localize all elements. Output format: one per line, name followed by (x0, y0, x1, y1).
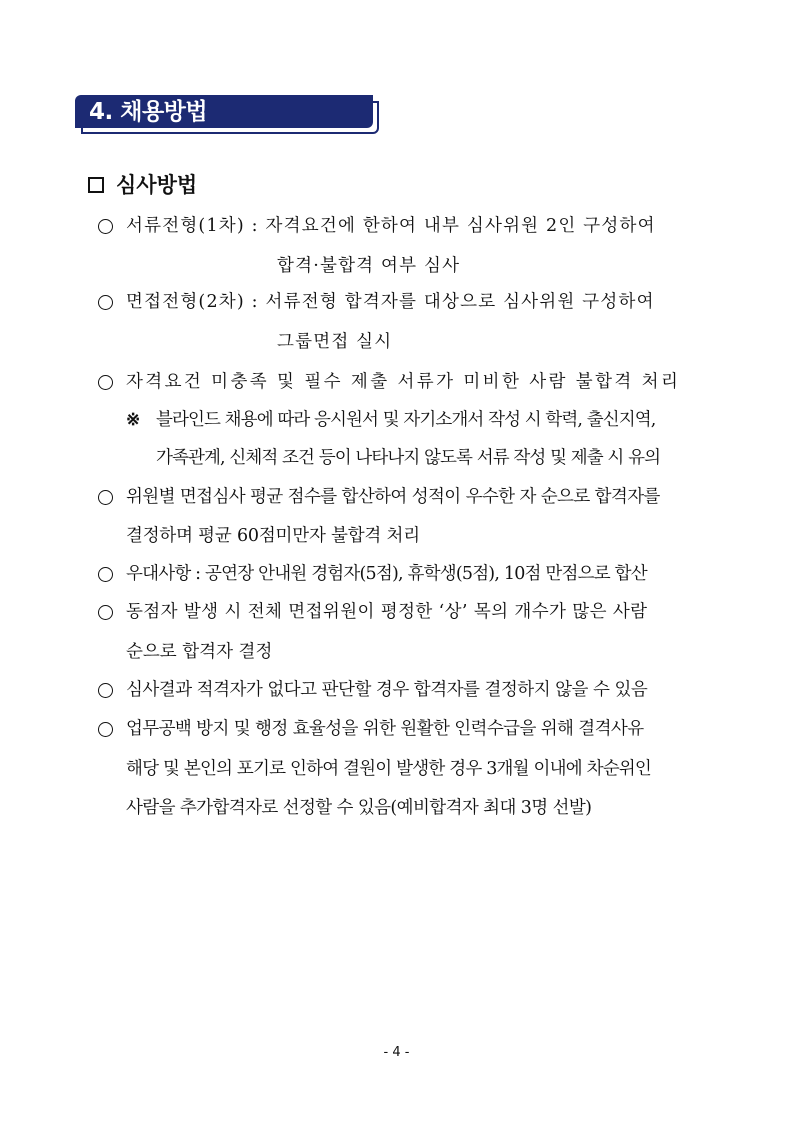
list-item-text: 서류전형(1차) : 자격요건에 한하여 내부 심사위원 2인 구성하여 (126, 216, 656, 236)
circle-bullet-icon (98, 219, 113, 234)
list-item-text: 합격·불합격 여부 심사 (277, 256, 461, 276)
list-item-text: 위원별 면접심사 평균 점수를 합산하여 성적이 우수한 자 순으로 합격자를 (126, 487, 660, 507)
list-item-text: 해당 및 본인의 포기로 인하여 결원이 발생한 경우 3개월 이내에 차순위인 (126, 759, 652, 779)
checkbox-icon (88, 177, 104, 193)
circle-bullet-icon (98, 490, 113, 505)
page-number: - 4 - (383, 1045, 410, 1060)
list-item-text: 그룹면접 실시 (277, 332, 393, 352)
list-item-text: 우대사항 : 공연장 안내원 경험자(5점), 휴학생(5점), 10점 만점으로 합산 (126, 564, 647, 584)
list-item-text: 자격요건 미충족 및 필수 제출 서류가 미비한 사람 불합격 처리 (126, 372, 681, 392)
subsection-title-text: 심사방법 (116, 173, 198, 197)
list-item-text: 가족관계, 신체적 조건 등이 나타나지 않도록 서류 작성 및 제출 시 유의 (156, 448, 661, 468)
circle-bullet-icon (98, 605, 113, 620)
list-item-text: 결정하며 평균 60점미만자 불합격 처리 (126, 526, 420, 546)
circle-bullet-icon (98, 295, 113, 310)
list-item-text: 사람을 추가합격자로 선정할 수 있음(예비합격자 최대 3명 선발) (126, 798, 592, 818)
circle-bullet-icon (98, 567, 113, 582)
list-item-text: 업무공백 방지 및 행정 효율성을 위한 원활한 인력수급을 위해 결격사유 (126, 719, 644, 739)
reference-mark: ※ (126, 410, 141, 430)
section-header-title: 4. 채용방법 (89, 99, 208, 125)
list-item-text: 동점자 발생 시 전체 면접위원이 평정한 ‘상’ 목의 개수가 많은 사람 (126, 602, 648, 622)
circle-bullet-icon (98, 722, 113, 737)
list-item-text: 면접전형(2차) : 서류전형 합격자를 대상으로 심사위원 구성하여 (126, 292, 655, 312)
subsection-title (88, 171, 197, 199)
list-item-text: 심사결과 적격자가 없다고 판단할 경우 합격자를 결정하지 않을 수 있음 (126, 680, 648, 700)
list-item-text: 순으로 합격자 결정 (126, 642, 273, 662)
circle-bullet-icon (98, 375, 113, 390)
list-item-text: 블라인드 채용에 따라 응시원서 및 자기소개서 작성 시 학력, 출신지역, (156, 410, 656, 430)
circle-bullet-icon (98, 683, 113, 698)
